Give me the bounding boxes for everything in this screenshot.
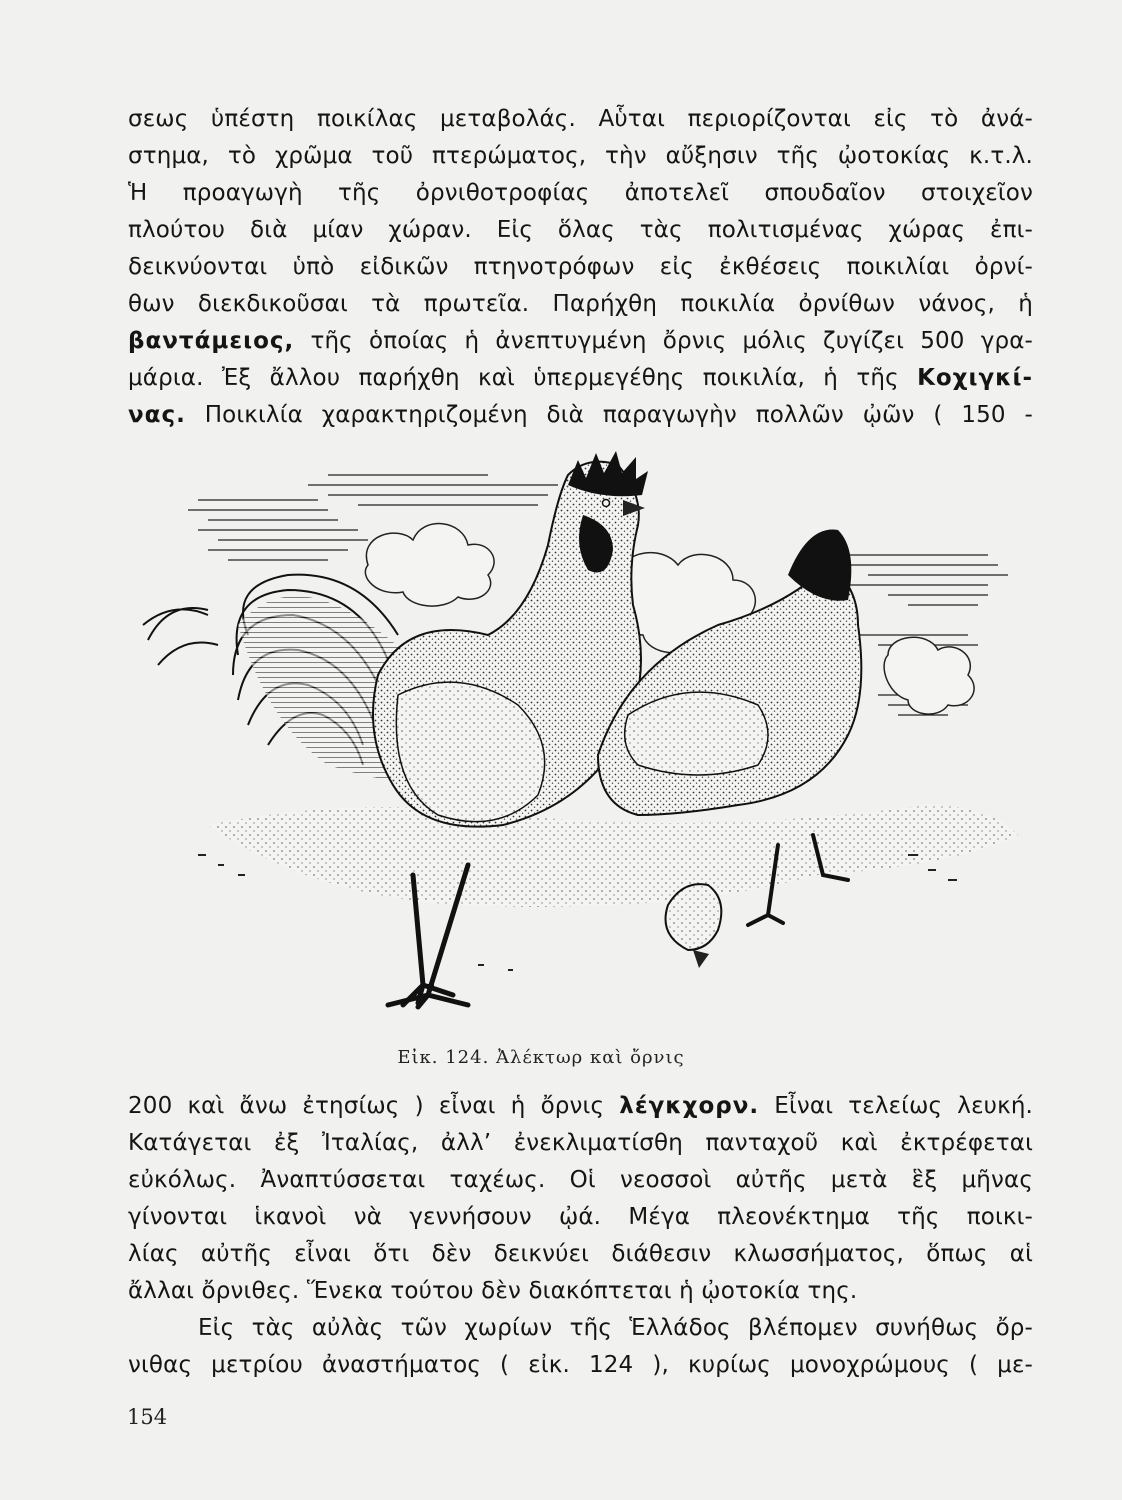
text-line: [128, 1310, 1033, 1347]
ground: [198, 805, 1018, 985]
text-segment: Εἰς τὰς αὐλὰς τῶν χωρίων τῆς Ἑλλάδος βλέπομεν συνήθως ὄρ-: [198, 1315, 1033, 1341]
hen-wing: [625, 692, 768, 775]
figure-caption: [0, 1047, 1122, 1068]
bold-term: Κοχιγκί-: [917, 365, 1033, 391]
text-segment: τῆς ὁποίας ἡ ἀνεπτυγμένη ὄρνις μόλις ζυγίζει 500 γρα-: [294, 328, 1033, 354]
text-line: [128, 1088, 1033, 1125]
text-segment: εὐκόλως. Ἀναπτύσσεται ταχέως. Οἱ νεοσσοὶ αὐτῆς μετὰ ἓξ μῆνας: [128, 1167, 1033, 1193]
text-line: [128, 249, 1033, 286]
text-segment: Εἶναι τελείως λευκή.: [759, 1093, 1034, 1119]
text-segment: σεως ὑπέστη ποικίλας μεταβολάς. Αὗται περιορίζονται εἰς τὸ ἀνά-: [128, 106, 1033, 132]
text-segment: Κατάγεται ἐξ Ἰταλίας, ἀλλ’ ἐνεκλιματίσθη πανταχοῦ καὶ ἐκτρέφεται: [128, 1130, 1033, 1156]
text-line: [128, 101, 1033, 138]
text-segment: μάρια. Ἐξ ἄλλου παρήχθη καὶ ὑπερμεγέθης ποικιλία, ἡ τῆς: [128, 365, 918, 391]
text-line: [128, 138, 1033, 175]
text-line: [128, 1162, 1033, 1199]
bold-term: βαντάμειος,: [128, 328, 295, 354]
rooster-hen-illustration: [128, 425, 1038, 1035]
text-block-top: [128, 101, 1033, 434]
hen-beak: [693, 950, 709, 968]
text-line: [128, 212, 1033, 249]
text-line: [128, 1273, 1033, 1310]
text-segment: νιθας μετρίου ἀναστήματος ( εἰκ. 124 ), κυρίως μονοχρώμους ( με-: [128, 1352, 1033, 1378]
text-line: [128, 286, 1033, 323]
text-line: [128, 360, 1033, 397]
text-segment: Ποικιλία χαρακτηριζομένη διὰ παραγωγὴν πολλῶν ᾠῶν ( 150 -: [185, 402, 1033, 428]
figure-rooster-and-hen: [128, 425, 1038, 1035]
text-segment: στημα, τὸ χρῶμα τοῦ πτερώματος, τὴν αὔξησιν τῆς ᾠοτοκίας κ.τ.λ.: [128, 143, 1033, 169]
figure-caption-text: Εἰκ. 124. Ἀλέκτωρ καὶ ὄρνις: [397, 1047, 685, 1068]
text-line: [128, 1236, 1033, 1273]
text-segment: δεικνύονται ὑπὸ εἰδικῶν πτηνοτρόφων εἰς ἐκθέσεις ποικιλίαι ὀρνί-: [128, 254, 1033, 280]
page-number: 154: [127, 1405, 168, 1429]
text-line: [128, 175, 1033, 212]
bold-term: λέγκχορν.: [619, 1093, 760, 1119]
text-segment: Ἡ προαγωγὴ τῆς ὀρνιθοτροφίας ἀποτελεῖ σπουδαῖον στοιχεῖον: [128, 180, 1033, 206]
text-segment: θων διεκδικοῦσαι τὰ πρωτεῖα. Παρήχθη ποικιλία ὀρνίθων νάνος, ἡ: [128, 291, 1033, 317]
text-segment: ἄλλαι ὄρνιθες. Ἕνεκα τούτου δὲν διακόπτεται ἡ ᾠοτοκία της.: [128, 1278, 858, 1304]
text-segment: πλούτου διὰ μίαν χώραν. Εἰς ὅλας τὰς πολιτισμένας χώρας ἐπι-: [128, 217, 1033, 243]
bold-term: νας.: [128, 402, 186, 428]
text-segment: λίας αὐτῆς εἶναι ὅτι δὲν δεικνύει διάθεσιν κλωσσήματος, ὅπως αἱ: [128, 1241, 1033, 1267]
rooster-comb: [568, 451, 648, 496]
rooster-eye: [603, 500, 610, 507]
text-line: [128, 1199, 1033, 1236]
text-block-bottom: [128, 1088, 1033, 1384]
text-segment: 200 καὶ ἄνω ἐτησίως ) εἶναι ἡ ὄρνις: [128, 1093, 620, 1119]
text-line: [128, 1125, 1033, 1162]
text-segment: γίνονται ἱκανοὶ νὰ γεννήσουν ᾠά. Μέγα πλεονέκτημα τῆς ποικι-: [128, 1204, 1033, 1230]
text-line: [128, 323, 1033, 360]
text-line: [128, 1347, 1033, 1384]
